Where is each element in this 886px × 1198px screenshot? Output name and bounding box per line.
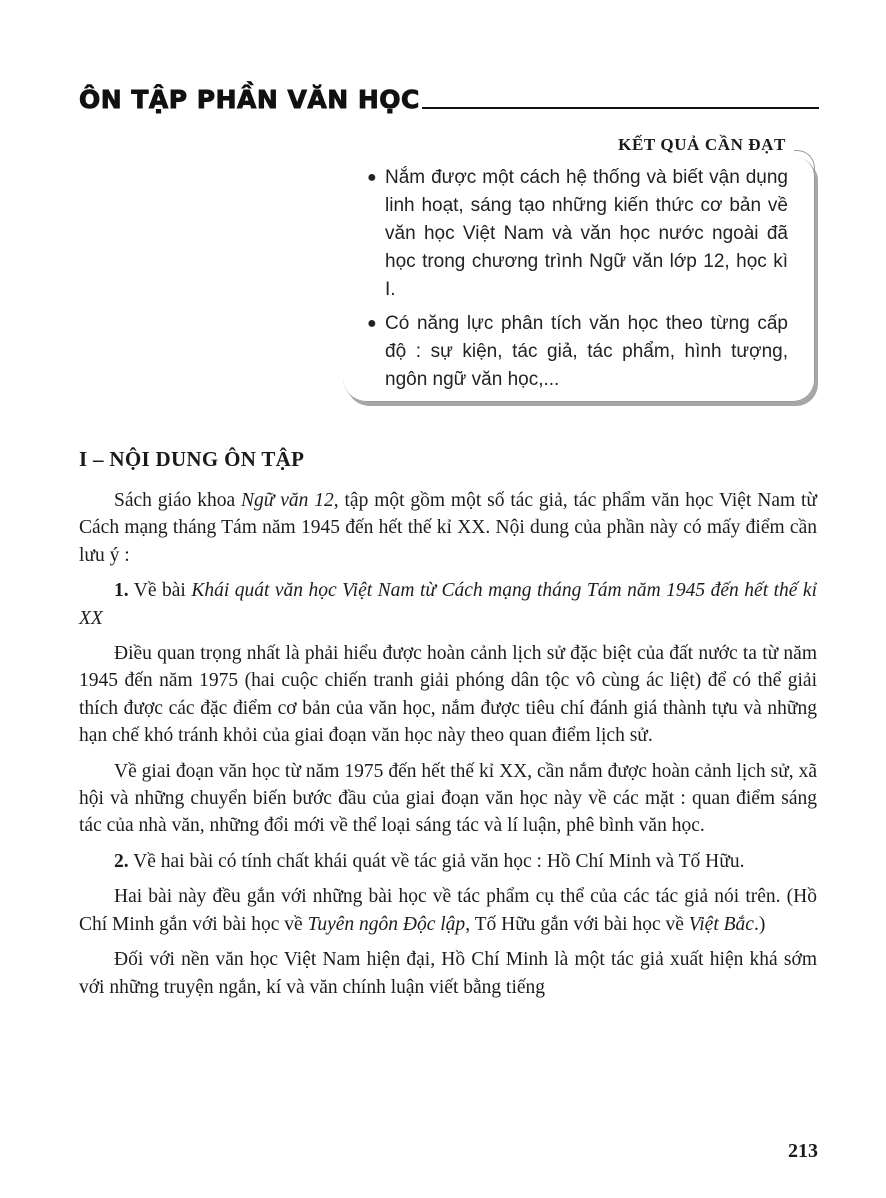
paragraph <box>79 883 817 938</box>
goals-heading: KẾT QUẢ CẦN ĐẠT <box>618 135 786 154</box>
title-underline <box>422 107 819 109</box>
text-run: Về hai bài có tính chất khái quát về tác giả văn học : Hồ Chí Minh và Tố Hữu. <box>128 850 745 872</box>
lesson-title: Khái quát văn học Việt Nam từ Cách mạng tháng Tám năm 1945 đến hết thế kỉ XX <box>79 580 817 629</box>
text-run: Sách giáo khoa <box>114 490 241 511</box>
text-run: , Tố Hữu gắn với bài học về <box>465 913 689 935</box>
paragraph: Đối với nền văn học Việt Nam hiện đại, Hồ Chí Minh là một tác giả xuất hiện khá sớm với những truyện ngắn, kí và văn chính luận viết bằng tiếng <box>79 949 817 998</box>
text-run: Hai bài này đều gắn với những bài học về tác phẩm cụ thể của các tác giả nói trên. (Hồ Chí Minh gắn với bài học về <box>79 886 817 935</box>
text-run: .) <box>753 913 766 935</box>
goal-text: Nắm được một cách hệ thống và biết vận dụng linh hoạt, sáng tạo những kiến thức cơ bản về văn học Việt Nam và văn học nước ngoài đã học trong chương trình Ngữ văn lớp 12, học kì I. <box>385 167 788 300</box>
paragraph-point-2 <box>79 848 817 875</box>
page-number: 213 <box>788 1140 818 1162</box>
bullet-icon: ● <box>367 169 377 186</box>
page-title: ÔN TẬP PHẦN VĂN HỌC <box>79 85 420 114</box>
paragraph-point-1 <box>79 577 817 632</box>
text-run: , tập một gồm một số tác giả, tác phẩm văn học Việt Nam từ Cách mạng tháng Tám năm 1945 đến hết thế kỉ XX. Nội dung của phần này có mấy điểm cần lưu ý : <box>79 490 817 566</box>
paragraph: Về giai đoạn văn học từ năm 1975 đến hết thế kỉ XX, cần nắm được hoàn cảnh lịch sử, xã hội và những chuyển biến bước đầu của giai đoạn văn học này về các mặt : quan điểm sáng tác của nhà văn, những đổi mới về thể loại sáng tác và lí luận, phê bình văn học. <box>79 760 817 837</box>
goal-item <box>367 310 788 394</box>
text-run: Về bài <box>128 580 192 602</box>
title-row <box>79 76 819 112</box>
body-text <box>79 487 817 1009</box>
book-title: Ngữ văn 12 <box>240 490 334 511</box>
point-number: 2. <box>114 850 129 872</box>
goals-box <box>343 158 815 402</box>
point-number: 1. <box>114 580 129 602</box>
paragraph-intro <box>79 487 817 569</box>
work-title: Tuyên ngôn Độc lập <box>307 913 466 935</box>
goal-text: Có năng lực phân tích văn học theo từng cấp độ : sự kiện, tác giả, tác phẩm, hình tượng, ngôn ngữ văn học,... <box>385 313 788 390</box>
goal-item <box>367 164 788 304</box>
bullet-icon: ● <box>367 315 377 332</box>
paragraph: Điều quan trọng nhất là phải hiểu được hoàn cảnh lịch sử đặc biệt của đất nước ta từ năm 1945 đến năm 1975 (hai cuộc chiến tranh giải phóng dân tộc vô cùng ác liệt) để có thể giải thích được các đặc điểm cơ bản của văn học, nắm được tiêu chí đánh giá thành tựu và những hạn chế khó tránh khỏi của giai đoạn văn học này theo quan điểm lịch sử. <box>79 643 817 747</box>
section-heading: I – NỘI DUNG ÔN TẬP <box>79 447 305 471</box>
work-title: Việt Bắc <box>688 913 754 935</box>
